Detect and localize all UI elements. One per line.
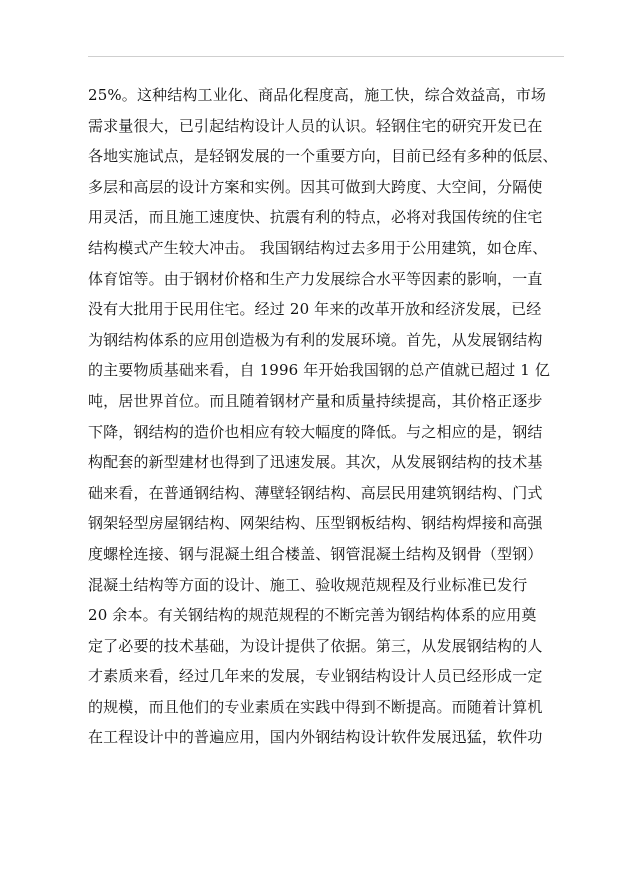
text-line: 度螺栓连接、钢与混凝土组合楼盖、钢管混凝土结构及钢骨（型钢） xyxy=(88,544,543,563)
text-line: 各地实施试点，是轻钢发展的一个重要方向，目前已经有多种的低层、 xyxy=(88,147,558,166)
text-line: 为钢结构体系的应用创造极为有利的发展环境。首先，从发展钢结构 xyxy=(88,330,543,349)
text-line: 定了必要的技术基础，为设计提供了依据。第三，从发展钢结构的人 xyxy=(88,636,543,655)
text-line: 的规模，而且他们的专业素质在实践中得到不断提高。而随着计算机 xyxy=(88,697,543,716)
text-line: 吨，居世界首位。而且随着钢材产量和质量持续提高，其价格正逐步 xyxy=(88,391,543,410)
text-line: 需求量很大，已引起结构设计人员的认识。轻钢住宅的研究开发已在 xyxy=(88,116,543,135)
text-line: 没有大批用于民用住宅。经过 20 年来的改革开放和经济发展，已经 xyxy=(88,300,542,319)
text-line: 25%。这种结构工业化、商品化程度高，施工快，综合效益高，市场 xyxy=(88,86,546,104)
text-line: 用灵活，而且施工速度快、抗震有利的特点，必将对我国传统的住宅 xyxy=(88,208,543,227)
text-line: 础来看，在普通钢结构、薄壁轻钢结构、高层民用建筑钢结构、门式 xyxy=(88,483,543,502)
text-line: 多层和高层的设计方案和实例。因其可做到大跨度、大空间，分隔使 xyxy=(88,177,543,196)
text-line: 下降，钢结构的造价也相应有较大幅度的降低。与之相应的是，钢结 xyxy=(88,422,543,441)
header-divider xyxy=(88,56,564,57)
text-line: 的主要物质基础来看，自 1996 年开始我国钢的总产值就已超过 1 亿 xyxy=(88,361,551,380)
body-paragraph xyxy=(88,80,568,753)
text-line: 构配套的新型建材也得到了迅速发展。其次，从发展钢结构的技术基 xyxy=(88,453,543,472)
text-line: 20 余本。有关钢结构的规范规程的不断完善为钢结构体系的应用奠 xyxy=(88,606,537,625)
text-line: 才素质来看，经过几年来的发展，专业钢结构设计人员已经形成一定 xyxy=(88,667,543,686)
text-line: 在工程设计中的普遍应用，国内外钢结构设计软件发展迅猛，软件功 xyxy=(88,728,543,747)
text-line: 结构模式产生较大冲击。 我国钢结构过去多用于公用建筑，如仓库、 xyxy=(88,238,548,257)
text-line: 钢架轻型房屋钢结构、网架结构、压型钢板结构、钢结构焊接和高强 xyxy=(88,514,543,533)
text-line: 混凝土结构等方面的设计、施工、验收规范规程及行业标准已发行 xyxy=(88,575,528,594)
text-line: 体育馆等。由于钢材价格和生产力发展综合水平等因素的影响，一直 xyxy=(88,269,543,288)
